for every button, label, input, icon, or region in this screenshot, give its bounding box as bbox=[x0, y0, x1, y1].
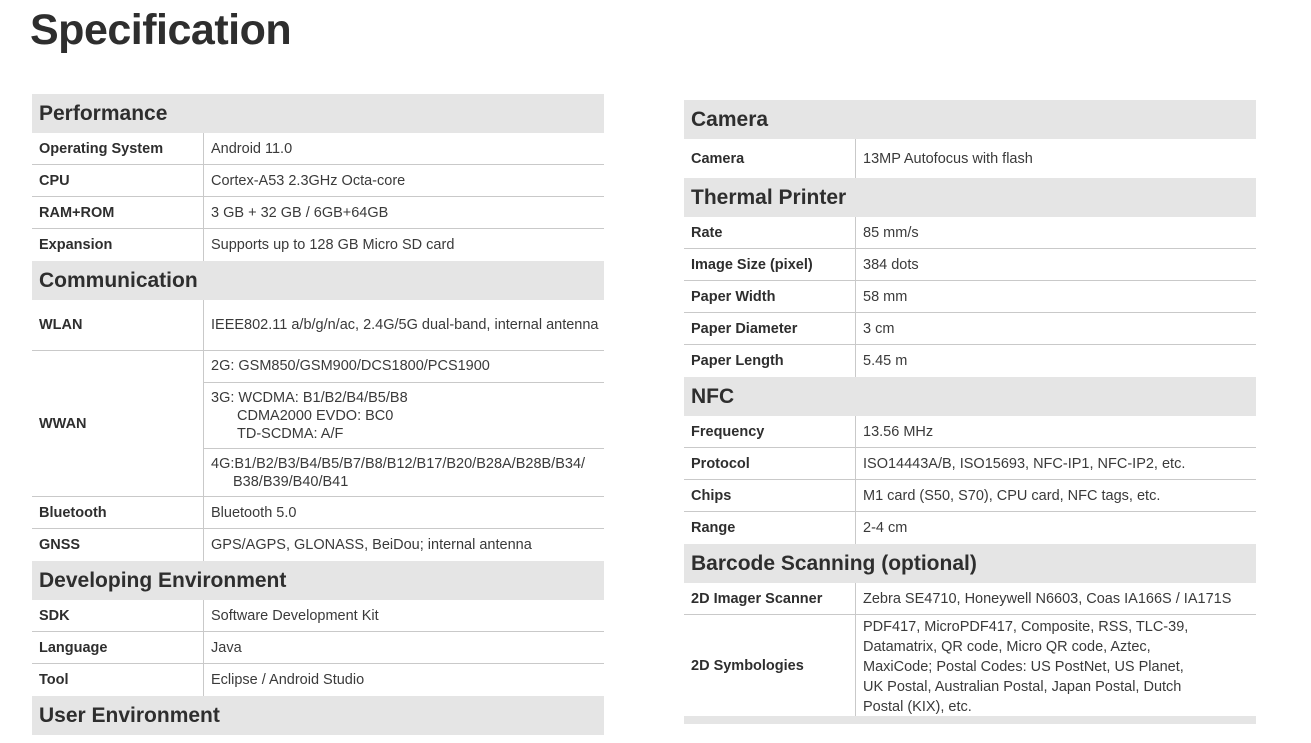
spec-row-protocol bbox=[684, 448, 1256, 480]
spec-label: 2D Imager Scanner bbox=[684, 583, 856, 614]
spec-label: SDK bbox=[32, 600, 204, 631]
spec-label: GNSS bbox=[32, 529, 204, 561]
wwan-2g-text: 2G: GSM850/GSM900/DCS1800/PCS1900 bbox=[211, 358, 490, 375]
spec-label: Paper Width bbox=[684, 281, 856, 312]
spec-label: Tool bbox=[32, 664, 204, 696]
spec-value: GPS/AGPS, GLONASS, BeiDou; internal antenna bbox=[211, 537, 532, 553]
spec-label: RAM+ROM bbox=[32, 197, 204, 228]
symbologies-line: PDF417, MicroPDF417, Composite, RSS, TLC-39, bbox=[863, 618, 1189, 635]
spec-row-2d-symbologies bbox=[684, 615, 1256, 716]
spec-row-operating-system bbox=[32, 133, 604, 165]
spec-value: Java bbox=[211, 639, 242, 656]
section-header-barcode-scanning: Barcode Scanning (optional) bbox=[684, 544, 1256, 583]
section-header-nfc: NFC bbox=[684, 377, 1256, 416]
spec-row-sdk bbox=[32, 600, 604, 632]
spec-value: ISO14443A/B, ISO15693, NFC-IP1, NFC-IP2, etc. bbox=[863, 455, 1186, 472]
wwan-4g-line2: B38/B39/B40/B41 bbox=[233, 473, 349, 490]
spec-label: Image Size (pixel) bbox=[684, 249, 856, 280]
page-title: Specification bbox=[30, 6, 292, 54]
wwan-4g-line1: 4G:B1/B2/B3/B4/B5/B7/B8/B12/B17/B20/B28A/B28B/B34/ bbox=[211, 455, 586, 472]
section-header-thermal-printer: Thermal Printer bbox=[684, 178, 1256, 217]
spec-value: 3 cm bbox=[863, 320, 895, 337]
spec-value bbox=[856, 615, 1256, 716]
symbologies-line: UK Postal, Australian Postal, Japan Postal, Dutch bbox=[863, 678, 1182, 695]
symbologies-line: Datamatrix, QR code, Micro QR code, Aztec, bbox=[863, 638, 1151, 655]
spec-label: WLAN bbox=[32, 300, 204, 350]
spec-row-ram-rom bbox=[32, 197, 604, 229]
spec-value: 5.45 m bbox=[863, 353, 908, 369]
spec-label: Range bbox=[684, 512, 856, 544]
spec-row-cpu bbox=[32, 165, 604, 197]
spec-column-left bbox=[32, 94, 604, 735]
wwan-2g bbox=[204, 351, 604, 383]
spec-value-group bbox=[204, 351, 604, 496]
section-header-communication: Communication bbox=[32, 261, 604, 300]
spec-value: Zebra SE4710, Honeywell N6603, Coas IA166S / IA171S bbox=[863, 590, 1232, 607]
spec-row-paper-diameter bbox=[684, 313, 1256, 345]
spec-label: Operating System bbox=[32, 133, 204, 164]
spec-value: 384 dots bbox=[863, 256, 919, 273]
spec-row-paper-width bbox=[684, 281, 1256, 313]
spec-row-tool bbox=[32, 664, 604, 696]
spec-value: Software Development Kit bbox=[211, 607, 379, 624]
spec-row-frequency bbox=[684, 416, 1256, 448]
spec-label: Chips bbox=[684, 480, 856, 511]
spec-label: Protocol bbox=[684, 448, 856, 479]
symbologies-line: Postal (KIX), etc. bbox=[863, 698, 972, 715]
spec-value: 3 GB + 32 GB / 6GB+64GB bbox=[211, 204, 389, 221]
spec-label: CPU bbox=[32, 165, 204, 196]
spec-row-language bbox=[32, 632, 604, 664]
next-section-header-edge bbox=[684, 716, 1256, 724]
spec-label: 2D Symbologies bbox=[684, 615, 856, 716]
spec-value: Cortex-A53 2.3GHz Octa-core bbox=[211, 172, 406, 189]
spec-value: 2-4 cm bbox=[863, 520, 908, 536]
spec-row-gnss bbox=[32, 529, 604, 561]
spec-row-rate bbox=[684, 217, 1256, 249]
spec-label: Expansion bbox=[32, 229, 204, 261]
spec-label: WWAN bbox=[32, 351, 204, 496]
wwan-3g-line1: 3G: WCDMA: B1/B2/B4/B5/B8 bbox=[211, 389, 408, 406]
spec-label: Bluetooth bbox=[32, 497, 204, 528]
spec-value: 13.56 MHz bbox=[863, 423, 934, 440]
spec-label: Rate bbox=[684, 217, 856, 248]
spec-row-camera bbox=[684, 139, 1256, 178]
spec-value: 58 mm bbox=[863, 288, 908, 305]
wwan-3g-line2: CDMA2000 EVDO: BC0 bbox=[237, 407, 394, 424]
spec-value: Android 11.0 bbox=[211, 140, 293, 157]
spec-row-bluetooth bbox=[32, 497, 604, 529]
wwan-3g bbox=[204, 383, 604, 450]
spec-row-chips bbox=[684, 480, 1256, 512]
spec-value: M1 card (S50, S70), CPU card, NFC tags, etc. bbox=[863, 487, 1161, 504]
symbologies-line: MaxiCode; Postal Codes: US PostNet, US Planet, bbox=[863, 658, 1184, 675]
wwan-4g bbox=[204, 449, 604, 496]
spec-row-wlan bbox=[32, 300, 604, 351]
spec-column-right bbox=[684, 100, 1256, 724]
spec-row-expansion bbox=[32, 229, 604, 261]
spec-row-range bbox=[684, 512, 1256, 544]
section-header-camera: Camera bbox=[684, 100, 1256, 139]
spec-row-image-size bbox=[684, 249, 1256, 281]
spec-label: Language bbox=[32, 632, 204, 663]
spec-row-2d-imager-scanner bbox=[684, 583, 1256, 615]
spec-value: Eclipse / Android Studio bbox=[211, 672, 365, 688]
spec-row-wwan bbox=[32, 351, 604, 497]
section-header-performance: Performance bbox=[32, 94, 604, 133]
spec-label: Frequency bbox=[684, 416, 856, 447]
spec-value: IEEE802.11 a/b/g/n/ac, 2.4G/5G dual-band, internal antenna bbox=[211, 317, 599, 333]
wwan-3g-line3: TD-SCDMA: A/F bbox=[237, 425, 344, 442]
spec-value: Bluetooth 5.0 bbox=[211, 504, 297, 521]
spec-value: Supports up to 128 GB Micro SD card bbox=[211, 237, 455, 253]
spec-label: Paper Diameter bbox=[684, 313, 856, 344]
spec-value: 85 mm/s bbox=[863, 224, 919, 241]
spec-label: Camera bbox=[684, 139, 856, 178]
spec-row-paper-length bbox=[684, 345, 1256, 377]
section-header-user-environment: User Environment bbox=[32, 696, 604, 735]
spec-value: 13MP Autofocus with flash bbox=[863, 150, 1033, 167]
section-header-developing-environment: Developing Environment bbox=[32, 561, 604, 600]
spec-label: Paper Length bbox=[684, 345, 856, 377]
